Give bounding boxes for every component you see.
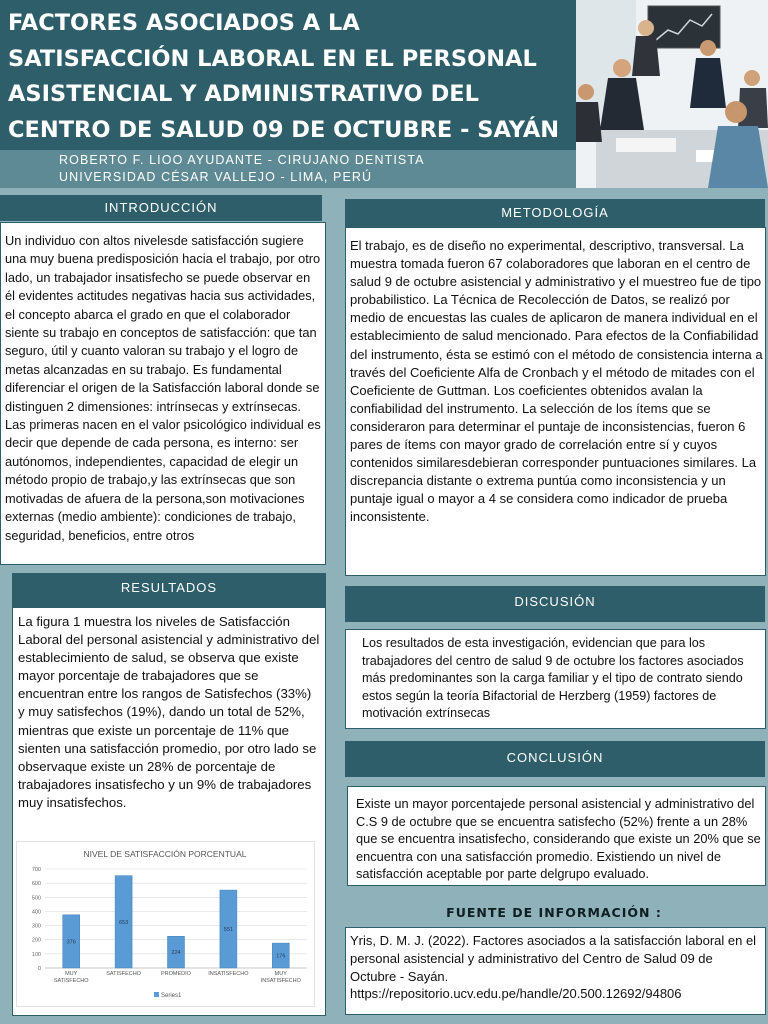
discusion-text: Los resultados de esta investigación, evidencian que para los trabajadores del centro de salud 9 de octubre los factores asociados más predominantes son la carga familiar y el tipo de contrato siendo estos según la teoría Bifactorial de Herzberg (1959) factores de motivación extrínsecas (362, 636, 744, 720)
bar-value-label: 224 (171, 950, 181, 957)
conclusion-text: Existe un mayor porcentajede personal asistencial y administrativo del C.S 9 de octubre que se encuentra satisfecho (52%) frente a un 28% que se encuentra insatisfecho, considerando que existe un 20% que se encuentra con una satisfacción promedio. Existiendo un nivel de satisfacción aceptable por parte delgrupo evaluado. (356, 796, 761, 882)
y-tick-label: 100 (31, 951, 41, 958)
y-tick-label: 0 (37, 966, 41, 972)
x-category-label: SATISFECHO (53, 978, 89, 984)
conclusion-box (347, 786, 766, 886)
discusion-heading: DISCUSIÓN (345, 586, 765, 622)
y-tick-label: 700 (31, 867, 41, 873)
resultados-heading: RESULTADOS (12, 573, 326, 607)
title-line-2: SATISFACCIÓN LABORAL EN EL PERSONAL (8, 45, 537, 72)
y-tick-label: 500 (31, 895, 41, 902)
bar-value-label: 653 (119, 919, 129, 926)
bar-value-label: 176 (276, 953, 286, 960)
poster-title (8, 6, 574, 148)
x-category-label: PROMEDIO (161, 971, 191, 977)
chart-title: NIVEL DE SATISFACCIÓN PORCENTUAL (83, 849, 247, 859)
author-band (0, 150, 576, 188)
discusion-box (345, 629, 766, 729)
resultados-text: La figura 1 muestra los niveles de Satisfacción Laboral del personal asistencial y administrativo del establecimiento de salud, se observa que existe mayor porcentaje de trabajadores que se encuentran entre los rangos de Satisfechos (33%) y muy satisfechos (19%), dando un total de 52%, mientras que existe un porcentaje de 11% que sienten una satisfacción promedio, por otro lado se observaque existe un 28% de porcentaje de trabajadores insatisfecho y un 9% de trabajadores muy insatisfechos. (18, 614, 320, 810)
y-tick-label: 600 (31, 881, 41, 888)
fuente-heading: FUENTE DE INFORMACIÓN : (446, 905, 662, 920)
metodologia-text: El trabajo, es de diseño no experimental, descriptivo, transversal. La muestra tomada fueron 67 colaboradores que laboran en el centro de salud 9 de octubre asistencial y administrativo y el muestreo fue de tipo probabilistico. La Técnica de Recolección de Datos, se realizó por medio de encuestas las cuales de aplicaron de manera individual en el establecimiento de salud mencionado. Para efectos de la Confiabilidad del instrumento, ésta se estimó con el método de consistencia interna a través del Coeficiente Alfa de Cronbach y el método de mitades con el Coeficiente de Guttman. Los coeficientes obtenidos avalan la confiabilidad del instrumento. La selección de los ítems que se consideraron para determinar el puntaje de inconsistencias, fueron 6 pares de ítems con mayor grado de correlación entre sí y cuyos contenidos similaresdebieran corresponder puntuaciones similares. La discrepancia distante o extrema puntúa como inconsistencia y un puntaje igual o mayor a 4 se considera como indicador de prueba inconsistente. (350, 238, 763, 525)
poster-header (0, 0, 576, 150)
x-category-label: SATISFECHO (106, 971, 141, 977)
y-tick-label: 300 (31, 923, 41, 930)
y-tick-label: 200 (31, 937, 41, 944)
introduccion-box (0, 222, 326, 565)
bar-value-label: 376 (66, 939, 76, 946)
metodologia-box (345, 227, 766, 576)
introduccion-text: Un individuo con altos nivelesde satisfacción sugiere una muy buena predisposición hacia el trabajo, por otro lado, un trabajador insatisfecho se puede observar en él evidentes actitudes negativas hacia sus actividades, el concepto abarca el grado en que el colaborador siente su trabajo en conceptos de satisfacción: que tan seguro, útil y cuanto valoran su trabajo y el logro de metas alcanzadas en su trabajo. Es fundamental diferenciar el origen de la Satisfacción laboral donde se distinguen 2 dimensiones: intrínsecas y extrínsecas. Las primeras nacen en el valor psicológico individual es decir que depende de cada persona, es interno: ser autónomos, independientes, capacidad de elegir un método propio de trabajo,y las extrínsecas que son motivadas de afuera de la persona,son motivaciones externas (medio ambiente): condiciones de trabajo, seguridad, beneficios, entre otros (5, 233, 321, 543)
conclusion-heading: CONCLUSIÓN (345, 741, 765, 777)
x-category-label: MUY (65, 971, 78, 977)
introduccion-heading: INTRODUCCIÓN (0, 195, 322, 221)
legend-label: Series1 (161, 993, 182, 999)
fuente-text: Yris, D. M. J. (2022). Factores asociados a la satisfacción laboral en el personal asistencial y administrativo del Centro de Salud 09 de Octubre - Sayán. https://repositorio.ucv.edu.pe/handle/20.500.12692/94806 (350, 933, 757, 1002)
bar-value-label: 551 (223, 927, 233, 934)
legend-swatch (154, 992, 159, 997)
title-line-1: FACTORES ASOCIADOS A LA (8, 10, 360, 36)
x-category-label: INSATISFECHO (260, 978, 301, 984)
metodologia-heading: METODOLOGÍA (345, 199, 765, 227)
title-line-3: ASISTENCIAL Y ADMINISTRATIVO DEL (8, 81, 480, 107)
meeting-photo (576, 0, 768, 188)
satisfaction-chart (16, 841, 315, 1007)
x-category-label: MUY (274, 971, 287, 977)
y-tick-label: 400 (31, 909, 41, 916)
title-line-4: CENTRO DE SALUD 09 DE OCTUBRE - SAYÁN (8, 116, 560, 143)
fuente-box (345, 927, 766, 1015)
x-category-label: INSATISFECHO (208, 971, 249, 977)
author-affiliation: UNIVERSIDAD CÉSAR VALLEJO - LIMA, PERÚ (59, 170, 373, 184)
chart-svg (17, 842, 314, 1006)
author-name: ROBERTO F. LIOO AYUDANTE - CIRUJANO DENTISTA (59, 153, 425, 167)
